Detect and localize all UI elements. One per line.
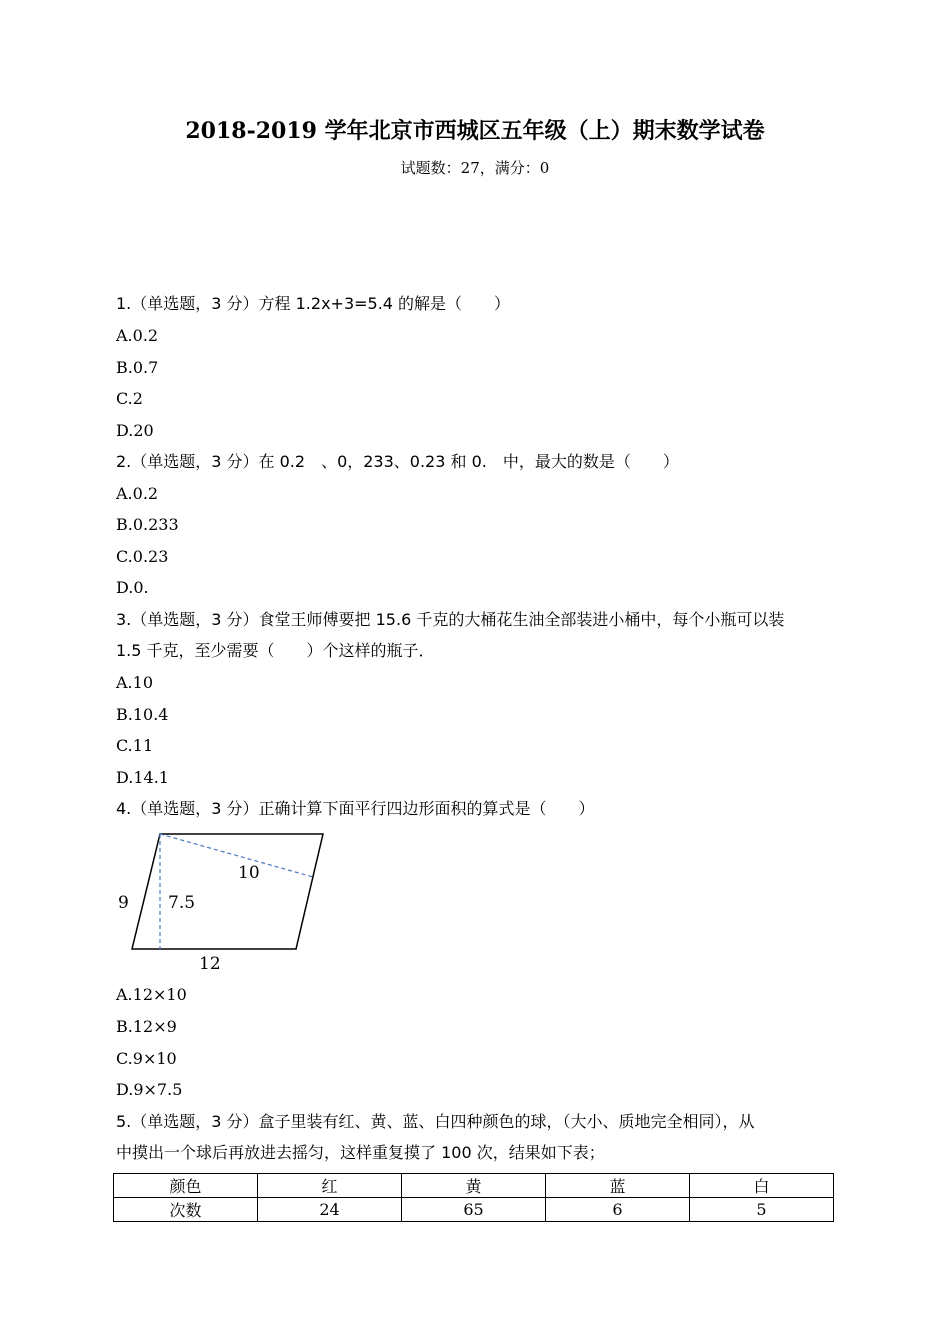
question-3-option-b: B.10.4 xyxy=(116,705,169,724)
table-cell: 65 xyxy=(402,1198,546,1222)
question-3-stem-line-1: 3.（单选题，3 分）食堂王师傅要把 15.6 千克的大桶花生油全部装进小桶中，每个小瓶可以装 xyxy=(116,610,785,629)
color-count-table xyxy=(113,1173,834,1222)
question-4-option-a: A.12×10 xyxy=(116,985,187,1004)
table-cell: 黄 xyxy=(402,1174,546,1198)
question-3-option-c: C.11 xyxy=(116,736,154,755)
table-header-row xyxy=(114,1174,834,1198)
question-5-stem-line-2: 中摸出一个球后再放进去摇匀，这样重复摸了 100 次，结果如下表； xyxy=(116,1143,605,1162)
question-1-stem: 1.（单选题，3 分）方程 1.2x+3=5.4 的解是（ ） xyxy=(116,294,511,313)
table-cell: 蓝 xyxy=(546,1174,690,1198)
label-diagonal: 10 xyxy=(238,863,260,883)
table-cell: 5 xyxy=(690,1198,834,1222)
table-cell: 红 xyxy=(258,1174,402,1198)
question-2-stem: 2.（单选题，3 分）在 0.2 、0，233、0.23 和 0. 中，最大的数是（ ） xyxy=(116,452,679,471)
question-2-option-a: A.0.2 xyxy=(116,484,159,503)
question-5-stem-line-1: 5.（单选题，3 分）盒子里装有红、黄、蓝、白四种颜色的球，（大小、质地完全相同），从 xyxy=(116,1112,755,1131)
parallelogram-figure xyxy=(113,826,333,976)
question-1-option-d: D.20 xyxy=(116,421,154,440)
table-cell: 24 xyxy=(258,1198,402,1222)
table-cell: 6 xyxy=(546,1198,690,1222)
question-2-option-b: B.0.233 xyxy=(116,515,179,534)
table-cell: 次数 xyxy=(114,1198,258,1222)
question-2-option-c: C.0.23 xyxy=(116,547,169,566)
label-side: 9 xyxy=(118,893,129,913)
question-4-option-d: D.9×7.5 xyxy=(116,1080,183,1099)
table-cell: 白 xyxy=(690,1174,834,1198)
question-4-stem: 4.（单选题，3 分）正确计算下面平行四边形面积的算式是（ ） xyxy=(116,799,595,818)
parallelogram-outline xyxy=(132,834,323,949)
label-height: 7.5 xyxy=(168,893,196,913)
question-2-option-d: D.0. xyxy=(116,578,149,597)
diagonal-height-line xyxy=(160,834,313,877)
table-cell: 颜色 xyxy=(114,1174,258,1198)
question-4-option-b: B.12×9 xyxy=(116,1017,177,1036)
question-1-option-a: A.0.2 xyxy=(116,326,159,345)
question-1-option-c: C.2 xyxy=(116,389,143,408)
question-1-option-b: B.0.7 xyxy=(116,358,159,377)
exam-title: 2018-2019 学年北京市西城区五年级（上）期末数学试卷 xyxy=(185,118,765,144)
question-3-stem-line-2: 1.5 千克，至少需要（ ）个这样的瓶子． xyxy=(116,641,435,660)
question-3-option-a: A.10 xyxy=(116,673,153,692)
table-row xyxy=(114,1198,834,1222)
question-4-option-c: C.9×10 xyxy=(116,1049,177,1068)
question-3-option-d: D.14.1 xyxy=(116,768,169,787)
exam-subtitle: 试题数：27，满分：0 xyxy=(400,159,550,177)
label-base: 12 xyxy=(199,954,221,974)
